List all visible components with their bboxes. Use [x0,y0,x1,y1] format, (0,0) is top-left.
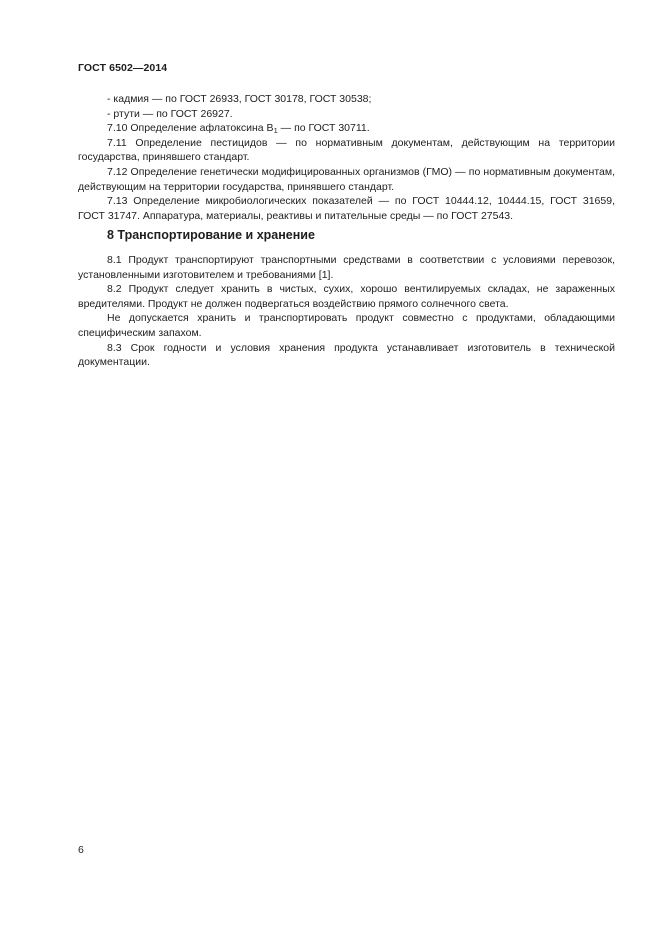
paragraph-8-2-continued: Не допускается хранить и транспортировать продукт совместно с продуктами, обладающими специфическим запахом. [78,312,615,339]
paragraph-7-13: 7.13 Определение микробиологических показателей — по ГОСТ 10444.12, 10444.15, ГОСТ 31659, ГОСТ 31747. Аппаратура, материалы, реактивы и питательные среды — по ГОСТ 27543. [78,195,615,222]
document-header: ГОСТ 6502—2014 [78,62,168,74]
paragraph-7-10-text: 7.10 Определение афлатоксина B [107,122,274,135]
paragraph-7-11: 7.11 Определение пестицидов — по нормативным документам, действующим на территории государства, принявшего стандарт. [78,136,615,164]
section-8-body [78,253,615,370]
paragraph-8-2: 8.2 Продукт следует хранить в чистых, сухих, хорошо вентилируемых складах, не зараженных вредителями. Продукт не должен подвергаться воздействию прямого солнечного света. [78,283,615,310]
mercury-line: - ртути — по ГОСТ 26927. [107,107,233,120]
paragraph-8-3: 8.3 Срок годности и условия хранения продукта устанавливает изготовитель в технической документации. [78,341,615,369]
section-8-title: 8 Транспортирование и хранение [107,228,315,242]
paragraph-7-10-subscript: 1 [273,126,278,136]
section-7-continuation [78,92,615,223]
cadmium-line: - кадмия — по ГОСТ 26933, ГОСТ 30178, ГОСТ 30538; [107,93,372,105]
paragraph-7-12: 7.12 Определение генетически модифицированных организмов (ГМО) — по нормативным документам, действующим на территории государства, принявшего стандарт. [78,165,615,193]
paragraph-7-10-suffix: — по ГОСТ 30711. [277,122,370,135]
paragraph-7-10 [78,121,615,136]
page-number: 6 [78,844,84,856]
paragraph-8-1: 8.1 Продукт транспортируют транспортными средствами в соответствии с условиями перевозок, установленными изготовителем и требованиями [1]. [78,254,615,281]
